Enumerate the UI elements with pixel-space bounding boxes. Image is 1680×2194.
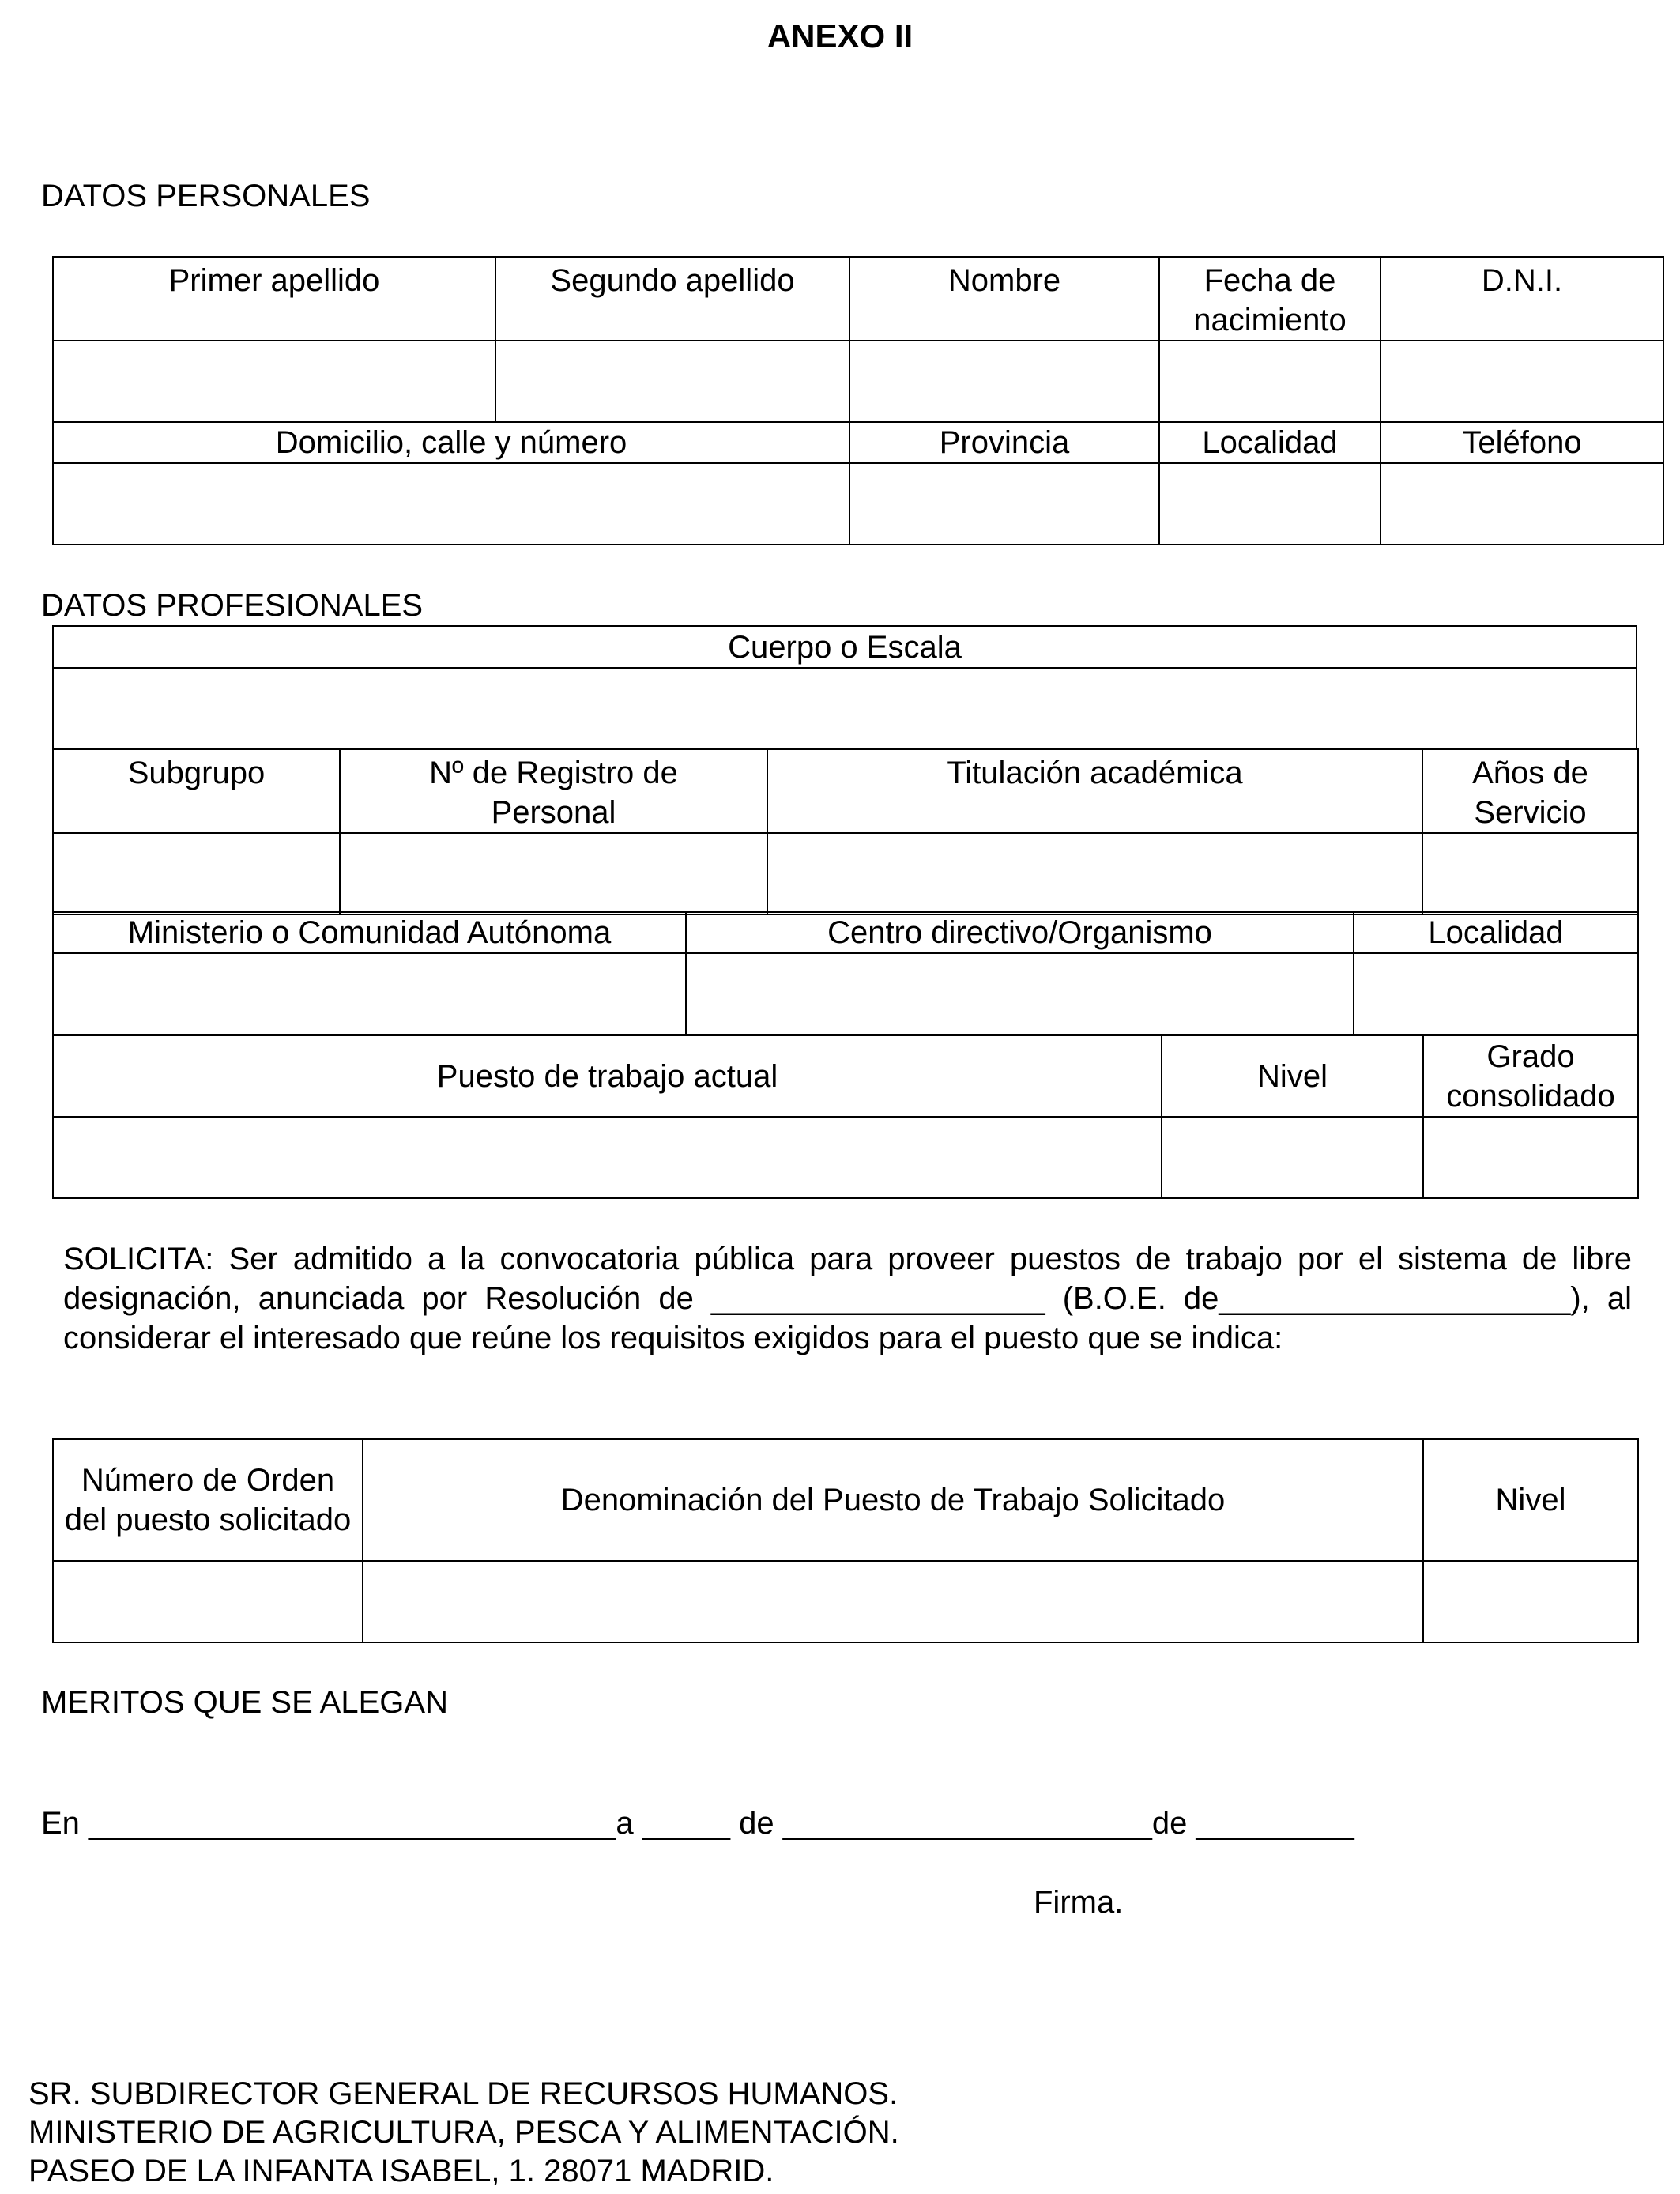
field-dni[interactable]: [1381, 341, 1663, 422]
field-nombre[interactable]: [849, 341, 1159, 422]
destinatario-line-3: PASEO DE LA INFANTA ISABEL, 1. 28071 MADRID.: [28, 2154, 774, 2188]
puesto-solicitado-table: [52, 1438, 1639, 1643]
firma-label: Firma.: [1034, 1885, 1124, 1920]
datos-personales-heading: DATOS PERSONALES: [41, 179, 371, 213]
header-ministerio: Ministerio o Comunidad Autónoma: [53, 912, 686, 953]
field-grado-consolidado[interactable]: [1423, 1117, 1638, 1198]
destinatario-line-1: SR. SUBDIRECTOR GENERAL DE RECURSOS HUMANOS.: [28, 2076, 898, 2111]
header-nivel-actual: Nivel: [1162, 1035, 1423, 1117]
header-grado-consolidado: Grado consolidado: [1423, 1035, 1638, 1117]
meritos-heading: MERITOS QUE SE ALEGAN: [41, 1685, 448, 1720]
header-puesto-actual: Puesto de trabajo actual: [53, 1035, 1162, 1117]
header-subgrupo: Subgrupo: [53, 749, 340, 833]
field-puesto-actual[interactable]: [53, 1117, 1162, 1198]
datos-profesionales-organismo-table: [52, 911, 1639, 1035]
field-localidad[interactable]: [1159, 463, 1381, 545]
header-primer-apellido: Primer apellido: [53, 257, 495, 341]
document-title: ANEXO II: [767, 17, 913, 55]
header-segundo-apellido: Segundo apellido: [495, 257, 849, 341]
field-provincia[interactable]: [849, 463, 1159, 545]
header-localidad-trabajo: Localidad: [1354, 912, 1638, 953]
field-numero-orden[interactable]: [53, 1561, 363, 1642]
header-numero-orden: Número de Orden del puesto solicitado: [53, 1439, 363, 1561]
header-localidad: Localidad: [1159, 422, 1381, 463]
field-nivel-solicitado[interactable]: [1423, 1561, 1638, 1642]
datos-profesionales-puesto-table: [52, 1035, 1639, 1199]
header-provincia: Provincia: [849, 422, 1159, 463]
datos-profesionales-cuerpo-table: [52, 625, 1637, 750]
datos-profesionales-heading: DATOS PROFESIONALES: [41, 588, 424, 623]
field-anos-servicio[interactable]: [1422, 833, 1638, 914]
header-nivel-solicitado: Nivel: [1423, 1439, 1638, 1561]
header-dni: D.N.I.: [1381, 257, 1663, 341]
header-centro-directivo: Centro directivo/Organismo: [686, 912, 1354, 953]
header-fecha-nacimiento: Fecha de nacimiento: [1159, 257, 1381, 341]
datos-personales-table: [52, 256, 1664, 545]
datos-profesionales-registro-table: [52, 748, 1639, 915]
field-cuerpo-escala[interactable]: [53, 668, 1637, 749]
field-ministerio[interactable]: [53, 953, 686, 1035]
header-domicilio: Domicilio, calle y número: [53, 422, 849, 463]
field-denominacion-puesto[interactable]: [363, 1561, 1423, 1642]
field-registro-personal[interactable]: [340, 833, 767, 914]
field-primer-apellido[interactable]: [53, 341, 495, 422]
header-anos-servicio: Años de Servicio: [1422, 749, 1638, 833]
field-segundo-apellido[interactable]: [495, 341, 849, 422]
destinatario-line-2: MINISTERIO DE AGRICULTURA, PESCA Y ALIMENTACIÓN.: [28, 2115, 899, 2150]
field-subgrupo[interactable]: [53, 833, 340, 914]
field-centro-directivo[interactable]: [686, 953, 1354, 1035]
field-fecha-nacimiento[interactable]: [1159, 341, 1381, 422]
solicita-paragraph: SOLICITA: Ser admitido a la convocatoria pública para proveer puestos de trabajo por el sistema de libre designación, anunciada por Resolución de ___________________ (B.O.E. de____________________), al considerar el interesado que reúne los requisitos exigidos para el puesto que se indica:: [63, 1242, 1632, 1355]
field-nivel-actual[interactable]: [1162, 1117, 1423, 1198]
header-titulacion: Titulación académica: [767, 749, 1422, 833]
header-denominacion-puesto: Denominación del Puesto de Trabajo Solicitado: [363, 1439, 1423, 1561]
lugar-fecha-line: En ______________________________a _____ de _____________________de _________: [41, 1806, 1354, 1841]
header-registro-personal: Nº de Registro de Personal: [340, 749, 767, 833]
field-telefono[interactable]: [1381, 463, 1663, 545]
field-localidad-trabajo[interactable]: [1354, 953, 1638, 1035]
field-titulacion[interactable]: [767, 833, 1422, 914]
field-domicilio[interactable]: [53, 463, 849, 545]
header-nombre: Nombre: [849, 257, 1159, 341]
header-telefono: Teléfono: [1381, 422, 1663, 463]
header-cuerpo-escala: Cuerpo o Escala: [53, 626, 1637, 668]
